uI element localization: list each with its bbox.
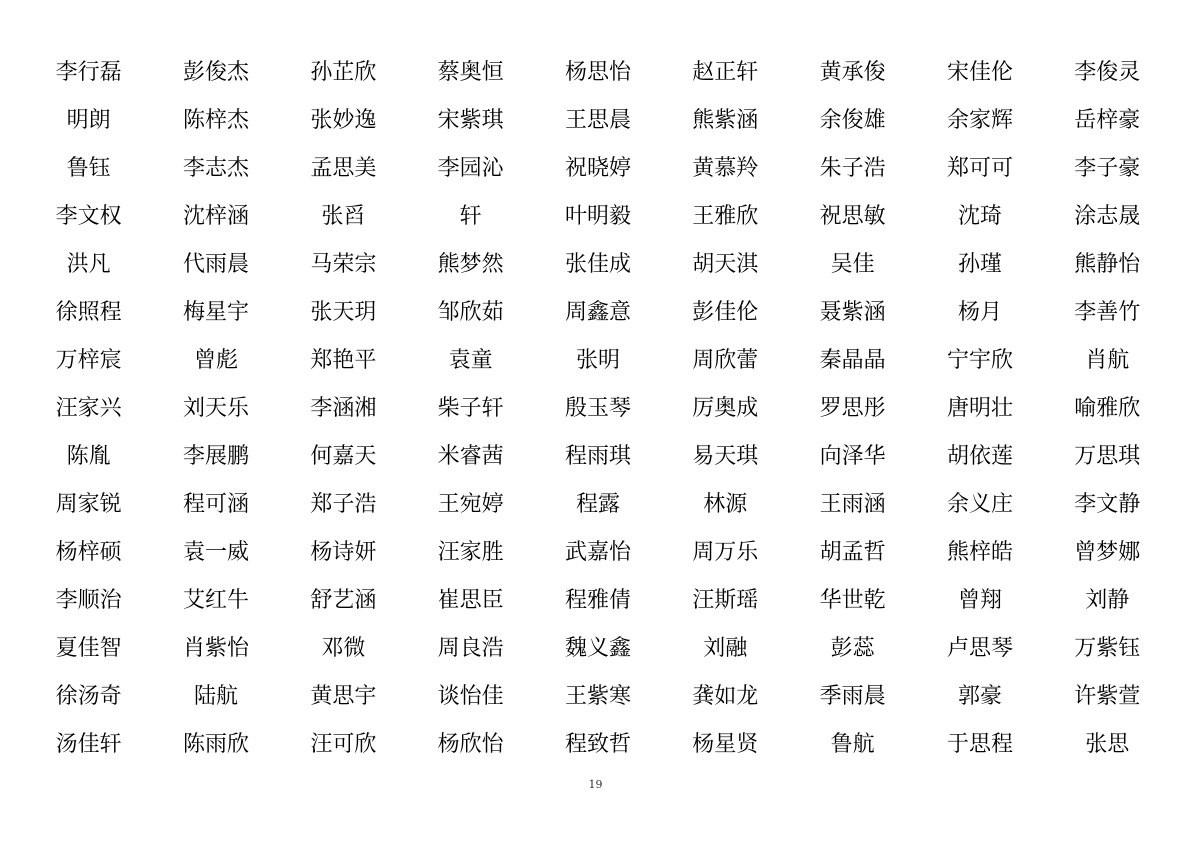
name-cell: 余义庄 (946, 492, 1013, 517)
name-cell: 李顺治 (55, 588, 122, 613)
name-cell: 轩 (459, 204, 482, 229)
name-cell: 舒艺涵 (310, 588, 377, 613)
name-cell: 何嘉天 (310, 444, 377, 469)
name-cell: 王雅欣 (692, 204, 759, 229)
name-cell: 徐照程 (55, 300, 122, 325)
name-row (25, 49, 1171, 97)
name-row (25, 337, 1171, 385)
name-cell: 向泽华 (819, 444, 886, 469)
name-cell: 杨欣怡 (437, 732, 504, 757)
name-cell: 赵正轩 (692, 60, 759, 85)
name-cell: 张明 (575, 348, 620, 373)
name-cell: 殷玉琴 (564, 396, 631, 421)
name-cell: 刘静 (1085, 588, 1130, 613)
name-cell: 艾红牛 (182, 588, 249, 613)
name-row (25, 241, 1171, 289)
name-cell: 王雨涵 (819, 492, 886, 517)
name-cell: 张思 (1085, 732, 1130, 757)
name-cell: 彭蕊 (830, 636, 875, 661)
name-cell: 鲁钰 (66, 156, 111, 181)
name-cell: 袁童 (448, 348, 493, 373)
name-cell: 曾梦娜 (1074, 540, 1141, 565)
name-cell: 陈胤 (66, 444, 111, 469)
name-cell: 张舀 (321, 204, 366, 229)
name-cell: 程致哲 (564, 732, 631, 757)
name-row (25, 97, 1171, 145)
name-cell: 胡天淇 (692, 252, 759, 277)
name-cell: 郑可可 (946, 156, 1013, 181)
name-cell: 张妙逸 (310, 108, 377, 133)
name-cell: 朱子浩 (819, 156, 886, 181)
name-cell: 袁一威 (182, 540, 249, 565)
name-cell: 彭俊杰 (182, 60, 249, 85)
name-row (25, 577, 1171, 625)
name-row (25, 673, 1171, 721)
name-cell: 于思程 (946, 732, 1013, 757)
name-cell: 吴佳 (830, 252, 875, 277)
name-cell: 许紫萱 (1074, 684, 1141, 709)
name-cell: 沈琦 (957, 204, 1002, 229)
name-cell: 程雨琪 (564, 444, 631, 469)
name-cell: 岳梓豪 (1074, 108, 1141, 133)
name-cell: 华世乾 (819, 588, 886, 613)
name-cell: 万梓宸 (55, 348, 122, 373)
name-cell: 万紫钰 (1074, 636, 1141, 661)
name-cell: 季雨晨 (819, 684, 886, 709)
name-cell: 杨月 (957, 300, 1002, 325)
name-cell: 张佳成 (564, 252, 631, 277)
name-cell: 孙瑾 (957, 252, 1002, 277)
name-cell: 卢思琴 (946, 636, 1013, 661)
name-cell: 曾彪 (193, 348, 238, 373)
name-cell: 邹欣茹 (437, 300, 504, 325)
name-cell: 李善竹 (1074, 300, 1141, 325)
name-cell: 孟思美 (310, 156, 377, 181)
name-cell: 胡孟哲 (819, 540, 886, 565)
name-cell: 周家锐 (55, 492, 122, 517)
name-cell: 李展鹏 (182, 444, 249, 469)
name-row (25, 529, 1171, 577)
name-row (25, 433, 1171, 481)
name-cell: 程露 (575, 492, 620, 517)
name-cell: 李涵湘 (310, 396, 377, 421)
name-cell: 魏义鑫 (564, 636, 631, 661)
name-cell: 厉奥成 (692, 396, 759, 421)
name-cell: 祝晓婷 (564, 156, 631, 181)
name-cell: 谈怡佳 (437, 684, 504, 709)
name-cell: 宁宇欣 (946, 348, 1013, 373)
name-cell: 聂紫涵 (819, 300, 886, 325)
name-row (25, 385, 1171, 433)
name-cell: 张天玥 (310, 300, 377, 325)
name-cell: 杨星贤 (692, 732, 759, 757)
name-cell: 黄思宇 (310, 684, 377, 709)
name-cell: 宋佳伦 (946, 60, 1013, 85)
name-cell: 秦晶晶 (819, 348, 886, 373)
name-cell: 祝思敏 (819, 204, 886, 229)
name-cell: 杨梓硕 (55, 540, 122, 565)
name-cell: 程雅倩 (564, 588, 631, 613)
name-cell: 杨诗妍 (310, 540, 377, 565)
name-cell: 夏佳智 (55, 636, 122, 661)
page-number: 19 (588, 778, 603, 791)
name-cell: 叶明毅 (564, 204, 631, 229)
name-cell: 邓微 (321, 636, 366, 661)
name-cell: 洪凡 (66, 252, 111, 277)
name-cell: 易天琪 (692, 444, 759, 469)
name-cell: 周鑫意 (564, 300, 631, 325)
name-cell: 武嘉怡 (564, 540, 631, 565)
name-cell: 马荣宗 (310, 252, 377, 277)
name-cell: 孙芷欣 (310, 60, 377, 85)
name-cell: 周万乐 (692, 540, 759, 565)
name-cell: 刘融 (703, 636, 748, 661)
name-cell: 李文权 (55, 204, 122, 229)
name-cell: 代雨晨 (182, 252, 249, 277)
name-cell: 郑子浩 (310, 492, 377, 517)
name-cell: 鲁航 (830, 732, 875, 757)
name-cell: 涂志晟 (1074, 204, 1141, 229)
name-grid (25, 49, 1171, 769)
name-cell: 梅星宇 (182, 300, 249, 325)
name-cell: 彭佳伦 (692, 300, 759, 325)
name-cell: 蔡奥恒 (437, 60, 504, 85)
name-cell: 王宛婷 (437, 492, 504, 517)
name-cell: 万思琪 (1074, 444, 1141, 469)
name-cell: 余家辉 (946, 108, 1013, 133)
name-cell: 熊梓皓 (946, 540, 1013, 565)
name-cell: 曾翔 (957, 588, 1002, 613)
name-cell: 肖紫怡 (182, 636, 249, 661)
name-cell: 李行磊 (55, 60, 122, 85)
name-cell: 王思晨 (564, 108, 631, 133)
name-cell: 米睿茜 (437, 444, 504, 469)
name-cell: 胡依莲 (946, 444, 1013, 469)
name-cell: 汪家兴 (55, 396, 122, 421)
name-cell: 沈梓涵 (182, 204, 249, 229)
name-cell: 林源 (703, 492, 748, 517)
name-row (25, 193, 1171, 241)
name-cell: 明朗 (66, 108, 111, 133)
name-cell: 熊紫涵 (692, 108, 759, 133)
name-row (25, 721, 1171, 769)
name-cell: 陆航 (193, 684, 238, 709)
name-cell: 汪家胜 (437, 540, 504, 565)
name-cell: 柴子轩 (437, 396, 504, 421)
name-cell: 罗思彤 (819, 396, 886, 421)
name-cell: 熊静怡 (1074, 252, 1141, 277)
name-cell: 喻雅欣 (1074, 396, 1141, 421)
name-cell: 郭豪 (957, 684, 1002, 709)
name-cell: 杨思怡 (564, 60, 631, 85)
name-cell: 郑艳平 (310, 348, 377, 373)
name-cell: 程可涵 (182, 492, 249, 517)
name-cell: 李文静 (1074, 492, 1141, 517)
name-cell: 李园沁 (437, 156, 504, 181)
name-cell: 黄慕羚 (692, 156, 759, 181)
name-row (25, 625, 1171, 673)
name-cell: 熊梦然 (437, 252, 504, 277)
name-cell: 徐汤奇 (55, 684, 122, 709)
name-cell: 周欣蕾 (692, 348, 759, 373)
name-row (25, 481, 1171, 529)
name-cell: 汪可欣 (310, 732, 377, 757)
name-row (25, 289, 1171, 337)
name-cell: 唐明壮 (946, 396, 1013, 421)
name-cell: 龚如龙 (692, 684, 759, 709)
name-cell: 李子豪 (1074, 156, 1141, 181)
name-cell: 王紫寒 (564, 684, 631, 709)
name-cell: 刘天乐 (182, 396, 249, 421)
name-cell: 周良浩 (437, 636, 504, 661)
name-cell: 陈梓杰 (182, 108, 249, 133)
name-cell: 崔思臣 (437, 588, 504, 613)
name-cell: 黄承俊 (819, 60, 886, 85)
name-cell: 肖航 (1085, 348, 1130, 373)
name-cell: 汪斯瑶 (692, 588, 759, 613)
name-cell: 陈雨欣 (182, 732, 249, 757)
name-cell: 宋紫琪 (437, 108, 504, 133)
name-cell: 李俊灵 (1074, 60, 1141, 85)
name-cell: 汤佳轩 (55, 732, 122, 757)
name-cell: 李志杰 (182, 156, 249, 181)
name-row (25, 145, 1171, 193)
name-cell: 余俊雄 (819, 108, 886, 133)
